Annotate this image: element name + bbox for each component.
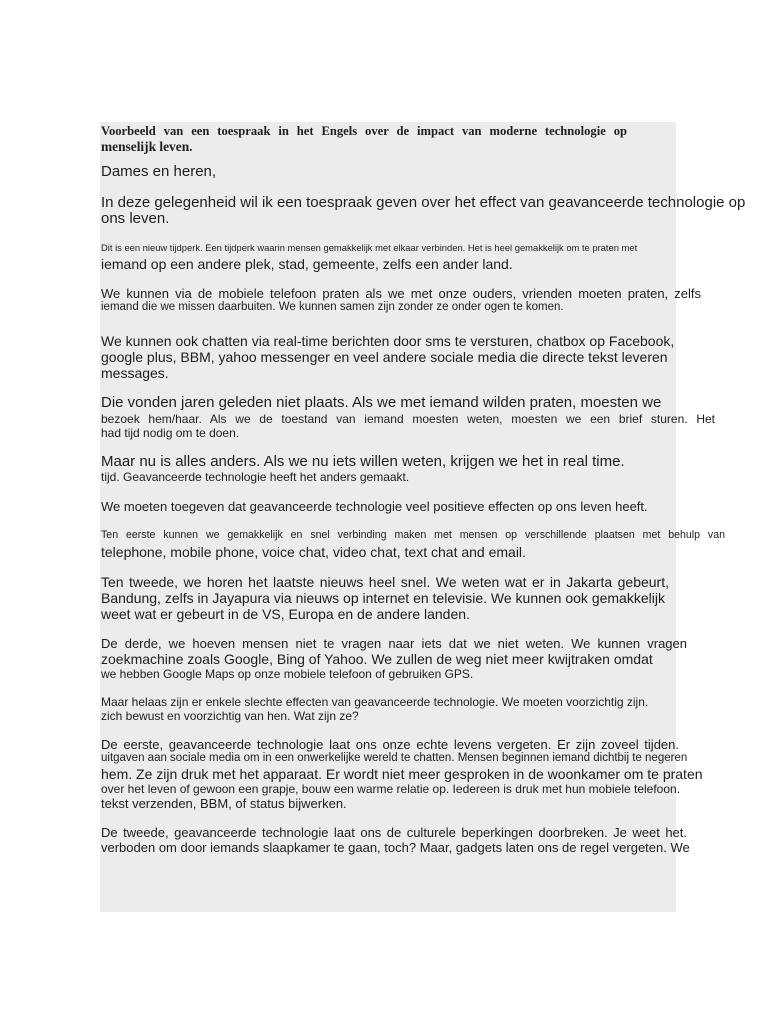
text-line: uitgaven aan sociale media om in een onwerkelijke wereld te chatten. Mensen beginnen iemand dichtbij te negeren xyxy=(101,752,688,764)
text-line: tekst verzenden, BBM, of status bijwerken. xyxy=(101,795,347,811)
text-line: We kunnen via de mobiele telefoon praten als we met onze ouders, vrienden moeten praten, zelfs xyxy=(101,285,701,301)
text-line: Maar nu is alles anders. Als we nu iets willen weten, krijgen we het in real time. xyxy=(101,452,625,470)
text-line: tijd. Geavanceerde technologie heeft het anders gemaakt. xyxy=(101,470,410,484)
paragraph xyxy=(101,242,727,272)
text-line: Ten tweede, we horen het laatste nieuws heel snel. We weten wat er in Jakarta gebeurt, xyxy=(101,574,669,590)
paragraph xyxy=(101,454,727,485)
text-line: weet wat er gebeurt in de VS, Europa en de andere landen. xyxy=(101,606,470,622)
text-line: Dames en heren, xyxy=(101,163,217,180)
text-line: We kunnen ook chatten via real-time berichten door sms te versturen, chatbox op Facebook, xyxy=(101,333,675,349)
greeting-paragraph xyxy=(101,164,727,181)
text-line: Ten eerste kunnen we gemakkelijk en snel verbinding maken met mensen op verschillende plaatsen met behulp van xyxy=(101,529,725,541)
text-line: we hebben Google Maps op onze mobiele telefoon of gebruiken GPS. xyxy=(101,667,474,681)
text-line: verboden om door iemands slaapkamer te gaan, toch? Maar, gadgets laten ons de regel vergeten. We xyxy=(101,839,690,855)
paragraph xyxy=(101,825,727,855)
document-body xyxy=(101,123,746,855)
document-title xyxy=(101,123,627,155)
text-line: google plus, BBM, yahoo messenger en veel andere sociale media die directe tekst leveren xyxy=(101,349,668,365)
paragraph xyxy=(101,193,746,228)
paragraph xyxy=(101,737,727,811)
paragraph xyxy=(101,395,727,440)
text-line: zich bewust en voorzichtig van hen. Wat zijn ze? xyxy=(101,709,359,723)
title-line: Voorbeeld van een toespraak in het Engels over de impact van moderne technologie op xyxy=(101,124,627,138)
paragraph xyxy=(101,333,727,381)
text-line: zoekmachine zoals Google, Bing of Yahoo. We zullen de weg niet meer kwijtraken omdat xyxy=(101,651,653,667)
text-line: ons leven. xyxy=(101,210,170,227)
paragraph xyxy=(101,636,727,681)
paragraph xyxy=(101,574,727,622)
paragraph xyxy=(101,695,727,723)
text-line: bezoek hem/haar. Als we de toestand van iemand moesten weten, moesten we een brief sturen. Het xyxy=(101,411,715,426)
text-line: Dit is een nieuw tijdperk. Een tijdperk waarin mensen gemakkelijk met elkaar verbinden. Het is heel gemakkelijk om te praten met xyxy=(101,241,638,253)
title-line: menselijk leven. xyxy=(101,139,193,154)
text-line: iemand op een andere plek, stad, gemeente, zelfs een ander land. xyxy=(101,255,513,272)
text-line: hem. Ze zijn druk met het apparaat. Er wordt niet meer gesproken in de woonkamer om te praten xyxy=(101,765,703,782)
text-line: De tweede, geavanceerde technologie laat ons de culturele beperkingen doorbreken. Je weet het. xyxy=(101,824,687,840)
text-line: over het leven of gewoon een grapje, bouw een warme relatie op. Iedereen is druk met hun mobiele telefoon. xyxy=(101,781,681,796)
text-line: had tijd nodig om te doen. xyxy=(101,425,240,440)
text-line: Bandung, zelfs in Jayapura via nieuws op internet en televisie. We kunnen ook gemakkelijk xyxy=(101,590,665,606)
text-line: messages. xyxy=(101,365,169,381)
text-line: Die vonden jaren geleden niet plaats. Als we met iemand wilden praten, moesten we xyxy=(101,394,662,411)
text-line: telephone, mobile phone, voice chat, video chat, text chat and email. xyxy=(101,544,526,560)
text-line: Maar helaas zijn er enkele slechte effecten van geavanceerde technologie. We moeten voorzichtig zijn. xyxy=(101,695,649,709)
text-line: De eerste, geavanceerde technologie laat ons onze echte levens vergeten. Er zijn zoveel tijden. xyxy=(101,737,679,752)
paragraph xyxy=(101,529,727,560)
text-line: In deze gelegenheid wil ik een toespraak geven over het effect van geavanceerde technologie op xyxy=(101,193,746,211)
text-line: De derde, we hoeven mensen niet te vragen naar iets dat we niet weten. We kunnen vragen xyxy=(101,636,687,651)
paragraph xyxy=(101,286,727,315)
text-line: iemand die we missen daarbuiten. We kunnen samen zijn zonder ze onder ogen te komen. xyxy=(101,300,564,313)
paragraph xyxy=(101,499,727,514)
text-line: We moeten toegeven dat geavanceerde technologie veel positieve effecten op ons leven heeft. xyxy=(101,499,648,514)
